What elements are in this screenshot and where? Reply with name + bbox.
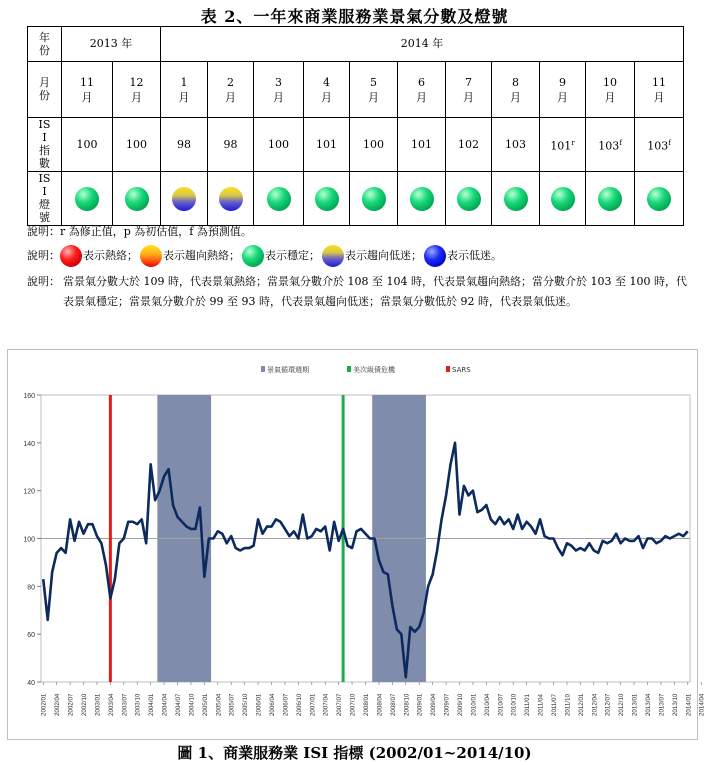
x-tick-label: 2002/10 [81,693,89,716]
x-tick-label: 2007/04 [322,693,330,716]
legend-text: 表示低迷。 [447,249,502,262]
lamp-green-icon [457,187,481,211]
lamp-green-icon [647,187,671,211]
x-tick-label: 2005/04 [215,693,223,716]
x-tick-label: 2008/01 [363,693,370,716]
lamp-cell [635,172,684,226]
x-tick-label: 2012/07 [604,693,612,716]
legend-lamp-yellow-blue-icon [322,245,344,267]
isi-value-cell: 101$^r$ [540,118,586,172]
lamp-cell [446,172,492,226]
x-tick-label: 2006/04 [269,693,277,716]
month-cell: 5月 [350,62,398,118]
x-tick-label: 2009/04 [430,693,438,716]
legend-text: 表示穩定； [265,249,320,262]
row-header-lamp: ISI燈號 [28,172,62,226]
isi-chart [7,349,706,740]
lamp-legend [27,245,504,267]
month-cell: 11月 [62,62,113,118]
y-tick-label: 140 [23,440,35,448]
isi-value-cell: 103$^f$ [586,118,635,172]
note-revision: 說明：r 為修正值，p 為初估值，f 為預測值。 [27,225,252,238]
lamp-green-icon [362,187,386,211]
x-tick-label: 2004/07 [175,693,183,716]
x-tick-label: 2010/01 [470,693,478,716]
lamp-yellow-blue-icon [219,187,243,211]
y-tick-label: 120 [23,488,35,496]
legend-label: 美次級債危機 [353,366,395,374]
table-row-year [28,27,684,62]
x-tick-label: 2013/04 [644,693,652,716]
x-tick-label: 2007/01 [309,693,317,716]
x-tick-label: 2005/10 [242,693,250,716]
y-tick-label: 60 [27,632,35,640]
isi-value-cell: 103 [492,118,540,172]
x-tick-label: 2006/01 [255,693,263,716]
x-tick-label: 2004/04 [161,693,169,716]
x-tick-label: 2014/04 [698,693,706,716]
x-tick-label: 2013/01 [631,693,639,716]
lamp-cell [254,172,304,226]
x-tick-label: 2003/04 [107,693,115,716]
legend-lamp-yellow-red-icon [140,245,162,267]
legend-text: 表示趨向低迷； [345,249,422,262]
lamp-green-icon [75,187,99,211]
month-cell: 10月 [586,62,635,118]
x-tick-label: 2009/01 [416,693,424,716]
x-tick-label: 2002/04 [54,693,62,716]
isi-table [27,26,684,226]
isi-value-cell: 101 [304,118,350,172]
isi-chart-svg [8,350,706,739]
lamp-cell [492,172,540,226]
legend-label: 景氣循環週期 [267,366,309,374]
month-cell: 4月 [304,62,350,118]
month-cell: 3月 [254,62,304,118]
isi-value-cell: 98 [208,118,254,172]
isi-value-cell: 100 [62,118,113,172]
x-tick-label: 2008/04 [376,693,384,716]
month-cell: 7月 [446,62,492,118]
x-tick-label: 2002/07 [67,693,75,716]
x-tick-label: 2002/01 [40,693,48,716]
note-thresholds-label: 說明： [27,275,60,288]
x-tick-label: 2006/07 [282,693,290,716]
lamp-green-icon [410,187,434,211]
year-cell-2014: 2014 年 [161,27,684,62]
table-row-month [28,62,684,118]
legend-text: 表示熱絡； [83,249,138,262]
lamp-cell [586,172,635,226]
legend-label: 說明： [27,249,60,262]
legend-text: 表示趨向熱絡； [163,249,240,262]
legend-label: SARS [452,366,471,374]
x-tick-label: 2012/10 [618,693,626,716]
note-thresholds-text: 當景氣分數大於 109 時，代表景氣熱絡；當景氣分數介於 108 至 104 時，代表景氣趨向熱絡；當分數介於 103 至 100 時，代表景氣穩定；當景氣分數介於 99 至 93 時，代表景氣趨向低迷；當景氣分數低於 92 時，代表景氣低迷。 [63,275,687,308]
legend-lamp-green-icon [242,245,264,267]
month-cell: 8月 [492,62,540,118]
x-tick-label: 2003/10 [134,693,142,716]
x-tick-label: 2011/10 [564,694,572,716]
lamp-cell [113,172,161,226]
x-tick-label: 2008/10 [403,693,411,716]
x-tick-label: 2006/10 [295,693,303,716]
x-tick-label: 2011/04 [537,694,545,716]
x-tick-label: 2007/07 [336,693,344,716]
lamp-green-icon [315,187,339,211]
isi-value-cell: 103$^f$ [635,118,684,172]
legend-swatch [261,366,265,372]
legend-swatch [347,366,351,372]
month-cell: 2月 [208,62,254,118]
x-tick-label: 2011/07 [550,694,558,716]
x-tick-label: 2004/01 [148,693,156,716]
legend-lamp-blue-icon [424,245,446,267]
y-tick-label: 160 [23,393,35,400]
x-tick-label: 2013/10 [671,693,679,716]
x-tick-label: 2013/07 [658,693,666,716]
note-thresholds [27,272,697,312]
y-tick-label: 80 [27,584,35,592]
lamp-cell [398,172,446,226]
isi-value-cell: 100 [113,118,161,172]
lamp-cell [161,172,208,226]
x-tick-label: 2003/01 [94,693,102,716]
isi-value-cell: 102 [446,118,492,172]
y-tick-label: 100 [23,536,35,544]
isi-superscript: f [619,138,622,147]
row-header-year: 年份 [28,27,62,62]
isi-superscript: f [668,138,671,147]
x-tick-label: 2007/10 [349,693,357,716]
x-tick-label: 2010/07 [497,693,505,716]
row-header-month: 月份 [28,62,62,118]
year-cell-2013: 2013 年 [62,27,161,62]
isi-value-cell: 100 [350,118,398,172]
row-header-isi: ISI指數 [28,118,62,172]
x-tick-label: 2005/07 [228,693,236,716]
lamp-cell [350,172,398,226]
table-row-isi [28,118,684,172]
isi-value-cell: 100 [254,118,304,172]
x-tick-label: 2008/07 [389,693,397,716]
isi-value-cell: 98 [161,118,208,172]
lamp-yellow-blue-icon [172,187,196,211]
month-cell: 9月 [540,62,586,118]
y-tick-label: 40 [27,680,35,687]
lamp-green-icon [267,187,291,211]
lamp-green-icon [504,187,528,211]
x-tick-label: 2010/04 [483,693,491,716]
legend-lamp-red-icon [60,245,82,267]
lamp-cell [62,172,113,226]
table-title: 表 2、一年來商業服務業景氣分數及燈號 [200,7,509,26]
lamp-cell [540,172,586,226]
figure-caption: 圖 1、商業服務業 ISI 指標 (2002/01~2014/10) [177,744,532,762]
isi-value-cell: 101 [398,118,446,172]
lamp-green-icon [598,187,622,211]
legend-swatch [446,366,450,372]
x-tick-label: 2009/07 [443,693,451,716]
month-cell: 6月 [398,62,446,118]
x-tick-label: 2004/10 [188,693,196,716]
month-cell: 12月 [113,62,161,118]
x-tick-label: 2009/10 [456,693,464,716]
lamp-cell [208,172,254,226]
isi-superscript: r [571,138,575,147]
lamp-green-icon [551,187,575,211]
x-tick-label: 2005/01 [201,693,209,716]
x-tick-label: 2012/01 [577,693,585,716]
x-tick-label: 2012/04 [591,693,599,716]
x-tick-label: 2011/01 [524,694,532,716]
x-tick-label: 2010/10 [510,693,518,716]
x-tick-label: 2014/01 [685,693,693,716]
isi-series-line [43,443,688,677]
lamp-green-icon [125,187,149,211]
month-cell: 1月 [161,62,208,118]
x-tick-label: 2003/07 [121,693,129,716]
table-row-lamp [28,172,684,226]
month-cell: 11月 [635,62,684,118]
lamp-cell [304,172,350,226]
